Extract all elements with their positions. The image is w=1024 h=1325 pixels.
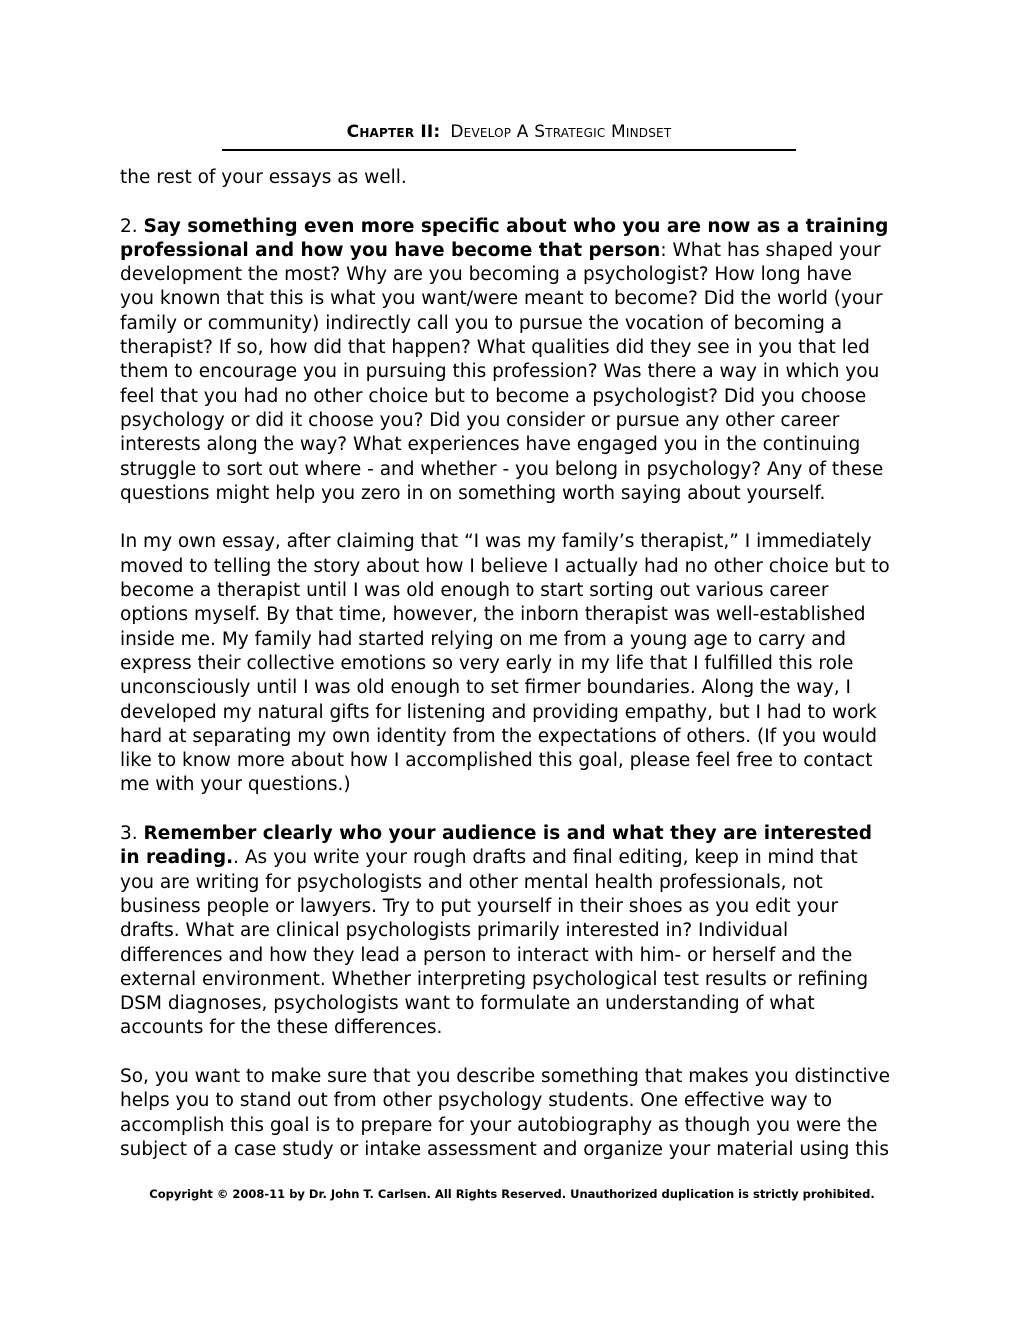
paragraph-continuation: the rest of your essays as well. (120, 167, 407, 188)
header-rule (222, 149, 796, 151)
point-2-number: 2. (120, 215, 144, 237)
point-2-heading: Say something even more specific about who you are now as a training professional and how you have become that person (120, 215, 889, 261)
point-2-text: : What has shaped your development the most? Why are you becoming a psychologist? How long have you known that this is what you want/were meant to become? Did the world (your family or community) indirectly call you to pursue the vocation of becoming a therapist? If so, how did that happen? What qualities did they see in you that led them to encourage you in pursuing this profession? Was there a way in which you feel that you had no other choice but to become a psychologist? Did you choose psychology or did it choose you? Did you consider or pursue any other career interests along the way? What experiences have engaged you in the continuing struggle to sort out where - and whether - you belong in psychology? Any of these questions might help you zero in on something worth saying about yourself. (120, 239, 884, 504)
point-3-text: . As you write your rough drafts and final editing, keep in mind that you are writing for psychologists and other mental health professionals, not business people or lawyers. Try to put yourself in their shoes as you edit your drafts. What are clinical psychologists primarily interested in? Individual differences and how they lead a person to interact with him- or herself and the external environment. Whether interpreting psychological test results or refining DSM diagnoses, psychologists want to formulate an understanding of what accounts for the these differences. (120, 847, 869, 1039)
paragraph-point-3 (120, 822, 890, 1041)
paragraph-point-2 (120, 215, 890, 507)
point-3-heading: Remember clearly who your audience is and what they are interested in reading. (120, 823, 872, 869)
paragraph-own-essay: In my own essay, after claiming that “I was my family’s therapist,” I immediately moved to telling the story about how I believe I actually had no other choice but to become a therapist until I was old enough to start sorting out various career options myself. By that time, however, the inborn therapist was well-established inside me. My family had started relying on me from a young age to carry and express their collective emotions so very early in my life that I fulfilled this role unconsciously until I was old enough to set firmer boundaries. Along the way, I developed my natural gifts for listening and providing empathy, but I had to work hard at separating my own identity from the expectations of others. (If you would like to know more about how I accomplished this goal, please feel free to contact me with your questions.) (120, 531, 890, 796)
chapter-header (222, 122, 796, 142)
copyright-footer: Copyright © 2008-11 by Dr. John T. Carlsen. All Rights Reserved. Unauthorized duplication is strictly prohibited. (149, 1187, 875, 1201)
chapter-number: Chapter II: (346, 122, 441, 142)
body-text (120, 166, 890, 1186)
chapter-title: Develop A Strategic Mindset (450, 122, 672, 142)
paragraph-distinctive: So, you want to make sure that you describe something that makes you distinctive helps you to stand out from other psychology students. One effective way to accomplish this goal is to prepare for your autobiography as though you were the subject of a case study or intake assessment and organize your material using this (120, 1065, 890, 1160)
point-3-number: 3. (120, 823, 144, 845)
